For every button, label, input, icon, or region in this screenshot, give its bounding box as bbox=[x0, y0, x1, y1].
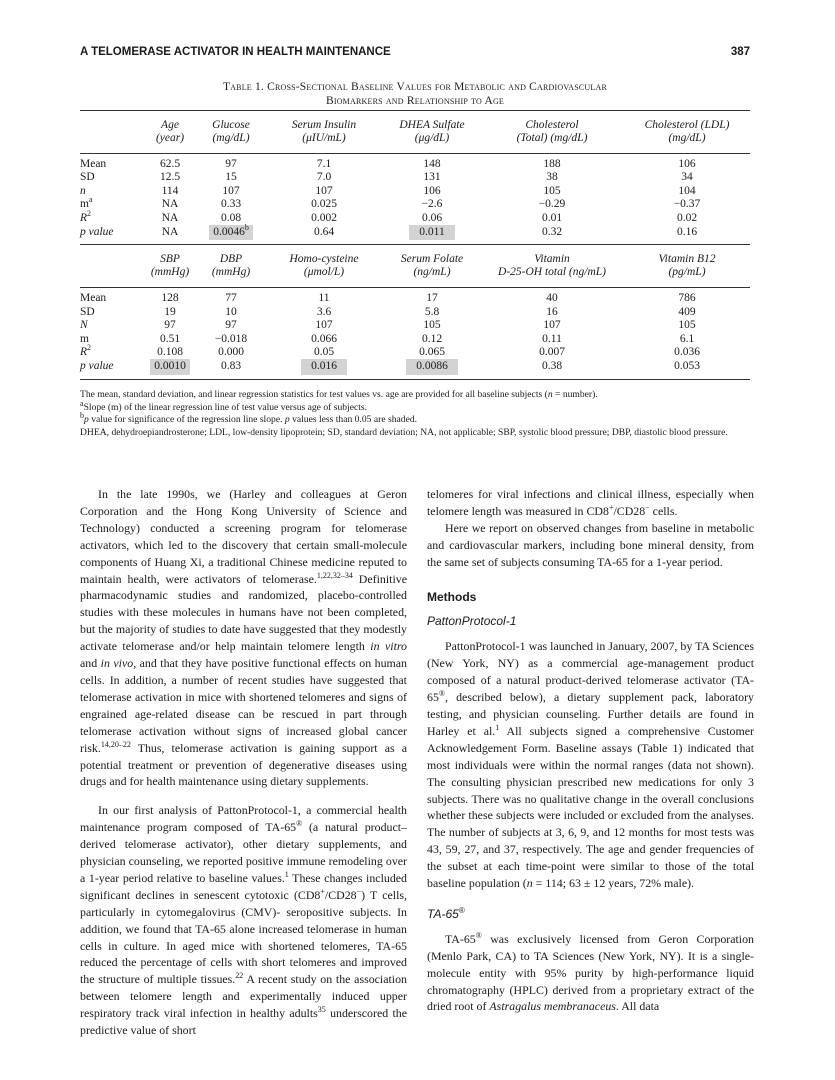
paragraph: In the late 1990s, we (Harley and colleagues at Geron Corporation and the Hong Kong University of Science and Technology) conducted a screening program for telomerase activators, which led to the discovery that certain small-molecule components of Huang Xi, a traditional Chinese medicine reputed to maintain health, were activators of telomerase.$^{1,22,32-34}$ Definitive pharmacodynamic studies and randomized, placebo-controlled studies with these molecules in humans have not been completed, but the majority of studies to date have suggested that they modestly activate telomerase and/or help maintain telomere length in vitro and in vivo, and that they have positive functional effects on human cells. In addition, a number of recent studies have suggested that telomerase activation in mice with shortened telomeres and signs of engrained age-related disease can be rescued in part through telomerase activation without signs of increased global cancer risk.$^{14,20-22}$ Thus, telomerase activation is gaining support as a potential treatment or prevention of degenerative diseases using drugs and for health maintenance using dietary supplements. bbox=[80, 487, 407, 789]
column-header: Serum Insulin (μIU/mL) bbox=[291, 119, 357, 144]
page-number: 387 bbox=[730, 46, 750, 58]
column-header: Cholesterol (Total) (mg/dL) bbox=[516, 119, 588, 144]
right-column bbox=[427, 486, 754, 1015]
table-caption bbox=[80, 80, 750, 108]
left-column bbox=[80, 486, 407, 1039]
table-row: $m^a$ NA 0.33 0.025 −2.6 −0.29 −0.37 bbox=[80, 195, 701, 211]
header-rule bbox=[80, 287, 750, 288]
significant-value-shading: 0.016 bbox=[301, 359, 347, 374]
paragraph: TA-65® was exclusively licensed from Geron Corporation (Menlo Park, CA) to TA Sciences (New York, NY). It is a single-molecule entity with 95% purity by high-performance liquid chromatography (HPLC) derived from a proprietary extract of the dried root of Astragalus membranaceus. All data bbox=[427, 930, 754, 1014]
table-footnotes bbox=[80, 389, 755, 439]
caption-line-2: Biomarkers and Relationship to Age bbox=[325, 95, 505, 107]
subsection-heading-ta65: TA-65® bbox=[427, 905, 465, 921]
column-header: DHEA Sulfate (μg/dL) bbox=[399, 119, 465, 144]
paragraph: In our first analysis of PattonProtocol-1, a commercial health maintenance program composed of TA-65® (a natural product–derived telomerase activator), other dietary supplements, and physician counseling, we reported positive immune remodeling over a 1-year period relative to baseline values.$^1$ These changes included significant declines in senescent cytotoxic (CD8+/CD28−) T cells, particularly in cytomegalovirus (CMV)- seropositive subjects. In addition, we found that TA-65 alone increased telomerase in human cells in culture. In aged mice with shortened telomeres, TA-65 reduced the percentage of cells with short telomeres and improved the structure of multiple tissues.$^{22}$ A recent study on the association between telomere length and experimentally induced upper respiratory track viral infection in healthy adults$^{35}$ underscored the predictive value of short bbox=[80, 803, 407, 1038]
caption-line-1: Table 1. Cross-Sectional Baseline Values for Metabolic and Cardiovascular bbox=[222, 81, 608, 93]
table-block-2 bbox=[80, 245, 750, 374]
running-head bbox=[80, 46, 750, 58]
column-header: Homo-cysteine (μmol/L) bbox=[289, 253, 359, 279]
footnote: $^a$Slope (m) of the linear regression line of test value versus age of subjects. bbox=[80, 398, 368, 413]
table-header-row bbox=[80, 111, 750, 153]
table-1 bbox=[80, 110, 750, 380]
table-row: $R^2$ 0.108 0.000 0.05 0.065 0.007 0.036 bbox=[80, 343, 700, 359]
table-row: p value NA 0.0046$^b$ 0.64 0.011 0.32 0.16 bbox=[80, 225, 750, 240]
table-row: Mean 128 77 11 17 40 786 bbox=[80, 292, 696, 305]
column-header: Age (year) bbox=[155, 119, 185, 144]
table-row: n 114 107 107 106 105 104 bbox=[80, 184, 696, 197]
column-header: Vitamin D-25-OH total (ng/mL) bbox=[498, 253, 606, 279]
table-row: SD 12.5 15 7.0 131 38 34 bbox=[80, 171, 693, 184]
subsection-heading-pattonprotocol: PattonProtocol-1 bbox=[427, 614, 517, 629]
significant-value-shading: 0.0086 bbox=[406, 359, 458, 374]
paragraph: PattonProtocol-1 was launched in January, 2007, by TA Sciences (New York, NY) as a commercial age-management product composed of a natural product-derived telomerase activator (TA-65®, described below), a dietary supplement pack, laboratory testing, and physician counseling. Further details are found in Harley et al.$^1$ All subjects signed a comprehensive Customer Acknowledgement Form. Baseline assays (Table 1) indicated that most individuals were within the normal ranges (data not shown). The consulting physician prescribed new medications for only 3 subjects. There was no qualitative change in the overall conclusions whether these subjects were included or excluded from the analyses. The number of subjects at 3, 6, 9, and 12 months for most tests was 43, 59, 27, and 37, respectively. The age and gender frequencies of the subset at each time-point were similar to those of the total baseline population (n = 114; 63 ± 12 years, 72% male). bbox=[427, 639, 754, 891]
column-header: Cholesterol (LDL) (mg/dL) bbox=[644, 119, 730, 144]
table-row: N 97 97 107 105 107 105 bbox=[80, 319, 696, 332]
table-header-row bbox=[80, 245, 750, 287]
significant-value-shading: 0.011 bbox=[409, 225, 454, 240]
table-row: SD 19 10 3.6 5.8 16 409 bbox=[80, 305, 696, 318]
section-heading-methods: Methods bbox=[427, 589, 477, 604]
table-row: $R^2$ NA 0.08 0.002 0.06 0.01 0.02 bbox=[80, 208, 698, 224]
table-bottom-rule bbox=[80, 379, 750, 380]
significant-value-shading: 0.0010 bbox=[150, 359, 190, 374]
footnote: $^b$p value for significance of the regression line slope. p values less than 0.05 are shaded. bbox=[80, 410, 418, 425]
table-block-1 bbox=[80, 111, 750, 240]
footnote: The mean, standard deviation, and linear regression statistics for test values vs. age are provided for all baseline subjects (n = number). bbox=[80, 389, 598, 400]
table-row: m 0.51 −0.018 0.066 0.12 0.11 6.1 bbox=[80, 332, 695, 345]
column-header: Serum Folate (ng/mL) bbox=[400, 253, 464, 279]
paragraph: telomeres for viral infections and clinical illness, especially when telomere length was measured in CD8+/CD28− cells. bbox=[427, 487, 754, 518]
footnote: DHEA, dehydroepiandrosterone; LDL, low-density lipoprotein; SD, standard deviation; NA, not applicable; SBP, systolic blood pressure; DBP, diastolic blood pressure. bbox=[80, 426, 728, 438]
running-title: A TELOMERASE ACTIVATOR IN HEALTH MAINTENANCE bbox=[80, 46, 391, 58]
column-header: Vitamin B12 (pg/mL) bbox=[658, 253, 716, 279]
paragraph: Here we report on observed changes from baseline in metabolic and cardiovascular markers, including bone mineral density, from the same set of subjects consuming TA-65 for a 1-year period. bbox=[427, 520, 754, 569]
table-row: p value 0.0010 0.83 0.016 0.0086 0.38 0.053 bbox=[80, 359, 750, 374]
header-rule bbox=[80, 153, 750, 154]
column-header: SBP (mmHg) bbox=[150, 253, 190, 279]
significant-value-shading: 0.0046$^b$ bbox=[209, 225, 253, 240]
column-header: Glucose (mg/dL) bbox=[212, 119, 250, 144]
column-header: DBP (mmHg) bbox=[211, 253, 251, 279]
table-row: Mean 62.5 97 7.1 148 188 106 bbox=[80, 158, 696, 170]
